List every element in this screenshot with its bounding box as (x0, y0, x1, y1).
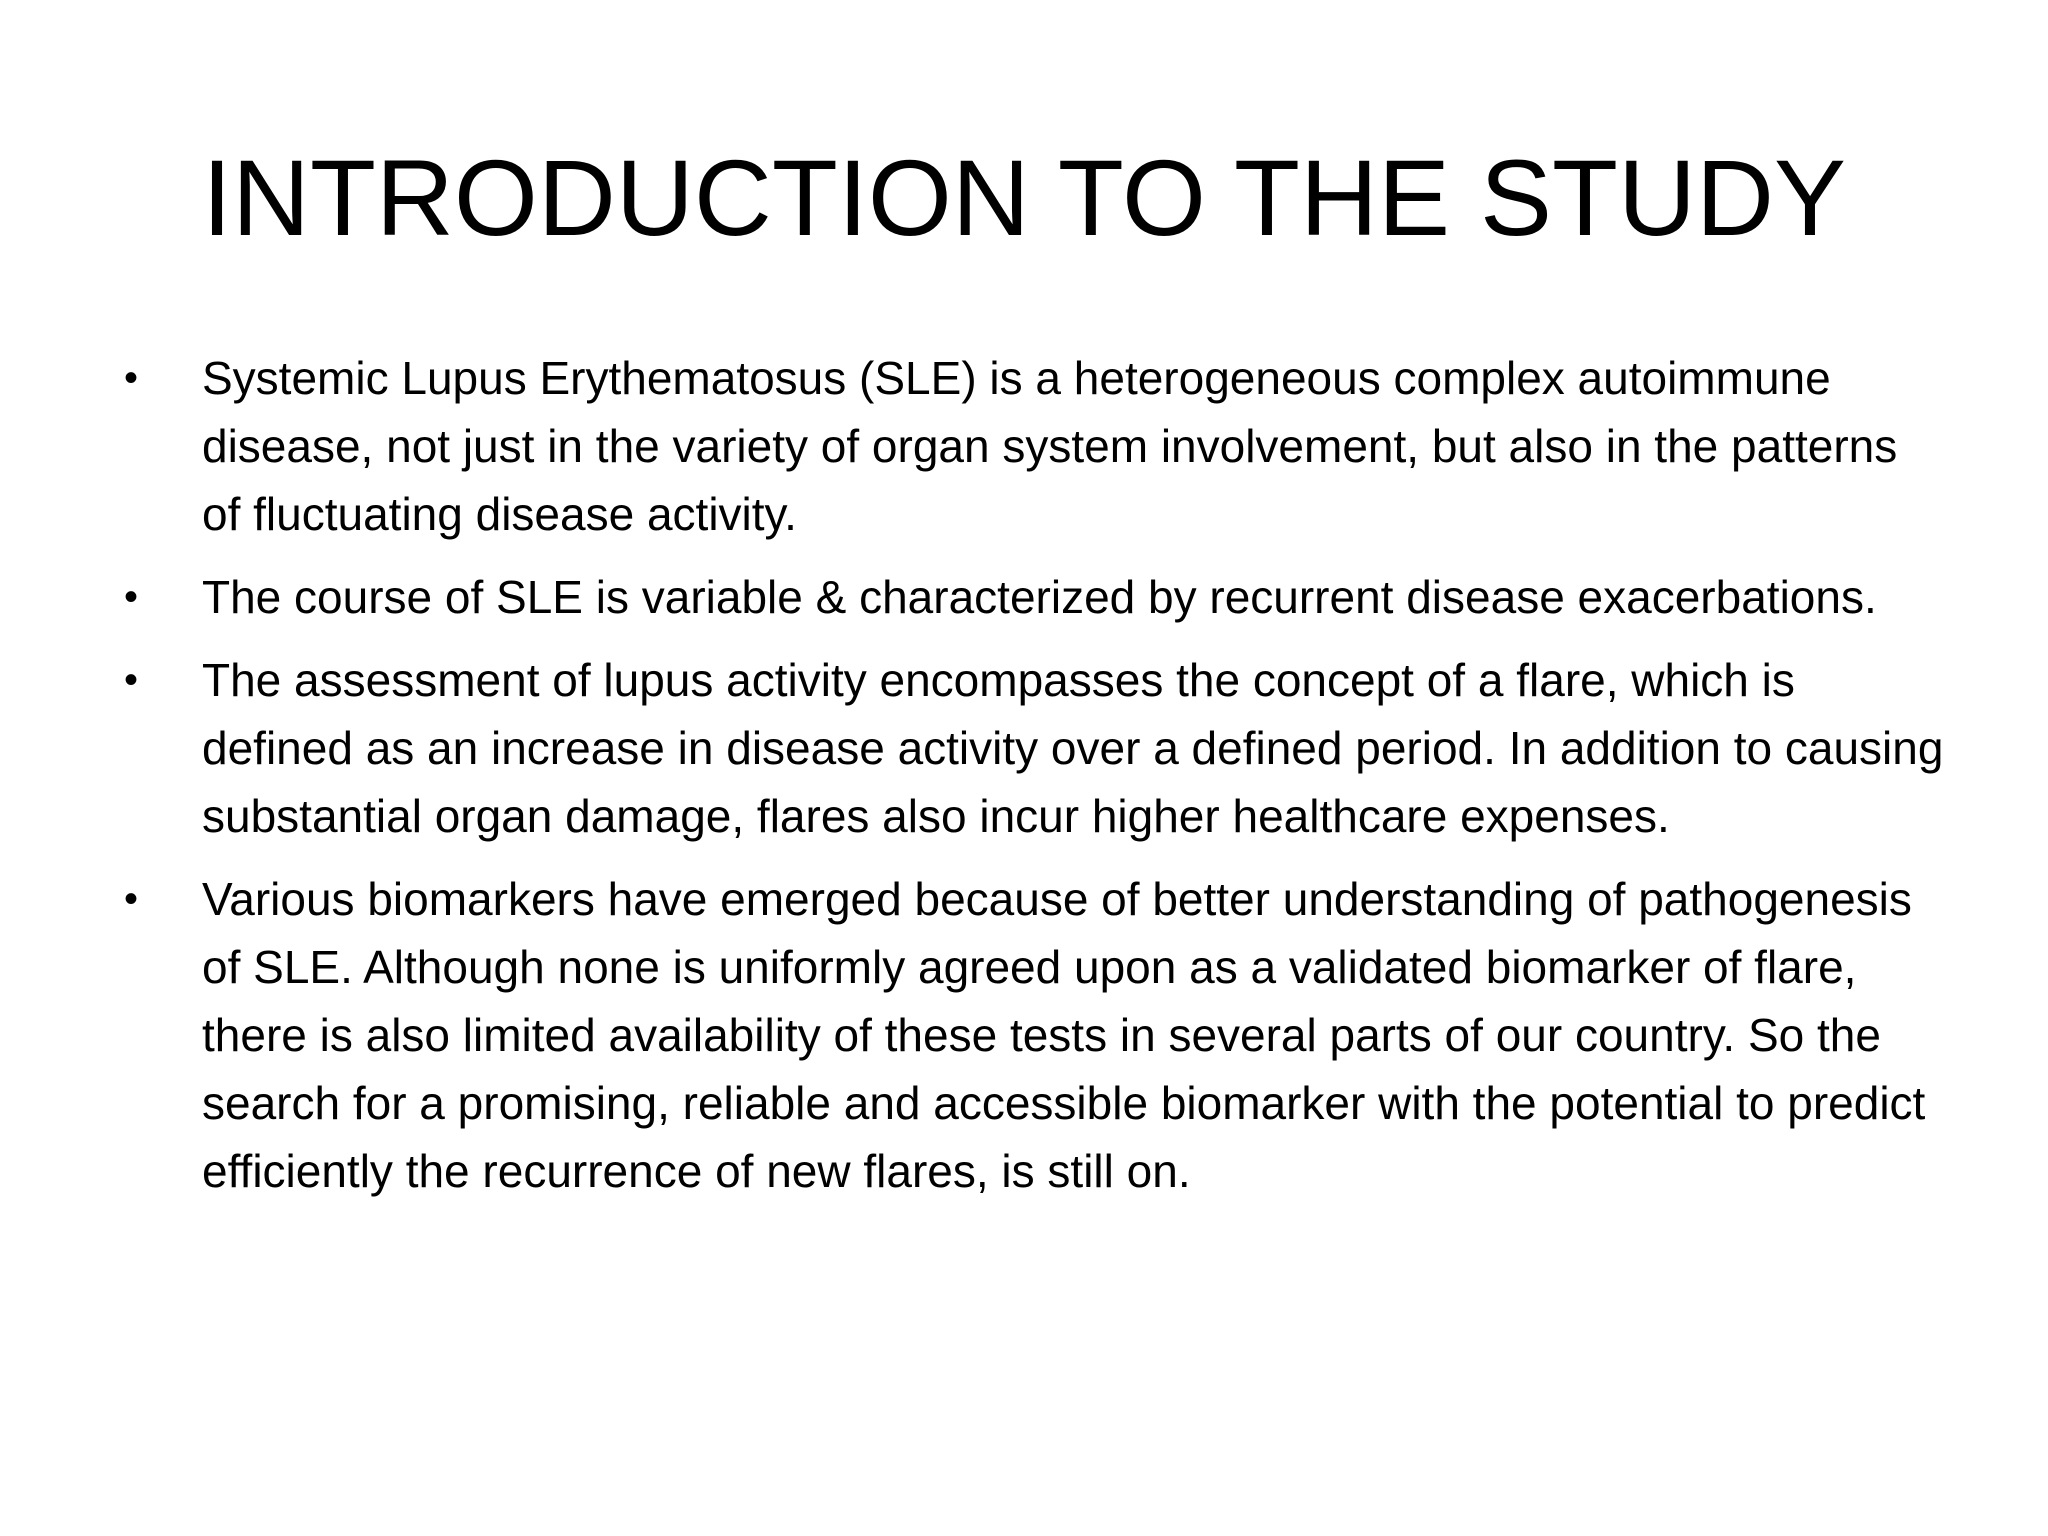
slide-title: INTRODUCTION TO THE STUDY (201, 137, 1847, 258)
bullet-text: Systemic Lupus Erythematosus (SLE) is a heterogeneous complex autoimmune disease, not just in the variety of organ system involvement, but also in the patterns of fluctuating disease activity. (202, 352, 1898, 540)
bullet-item (118, 563, 1948, 631)
bullet-list (118, 344, 1948, 1220)
bullet-item (118, 344, 1948, 548)
bullet-text: Various biomarkers have emerged because of better understanding of pathogenesis of SLE. Although none is uniformly agreed upon as a validated biomarker of flare, there is also limited availability of these tests in several parts of our country. So the search for a promising, reliable and accessible biomarker with the potential to predict efficiently the recurrence of new flares, is still on. (202, 873, 1926, 1197)
bullet-icon: • (124, 575, 139, 619)
bullet-text: The assessment of lupus activity encompasses the concept of a flare, which is defined as an increase in disease activity over a defined period. In addition to causing substantial organ damage, flares also incur higher healthcare expenses. (202, 654, 1944, 842)
bullet-text: The course of SLE is variable & characterized by recurrent disease exacerbations. (202, 571, 1877, 623)
bullet-icon: • (124, 356, 139, 400)
bullet-item (118, 646, 1948, 850)
bullet-item (118, 865, 1948, 1205)
bullet-icon: • (124, 877, 139, 921)
bullet-icon: • (124, 658, 139, 702)
